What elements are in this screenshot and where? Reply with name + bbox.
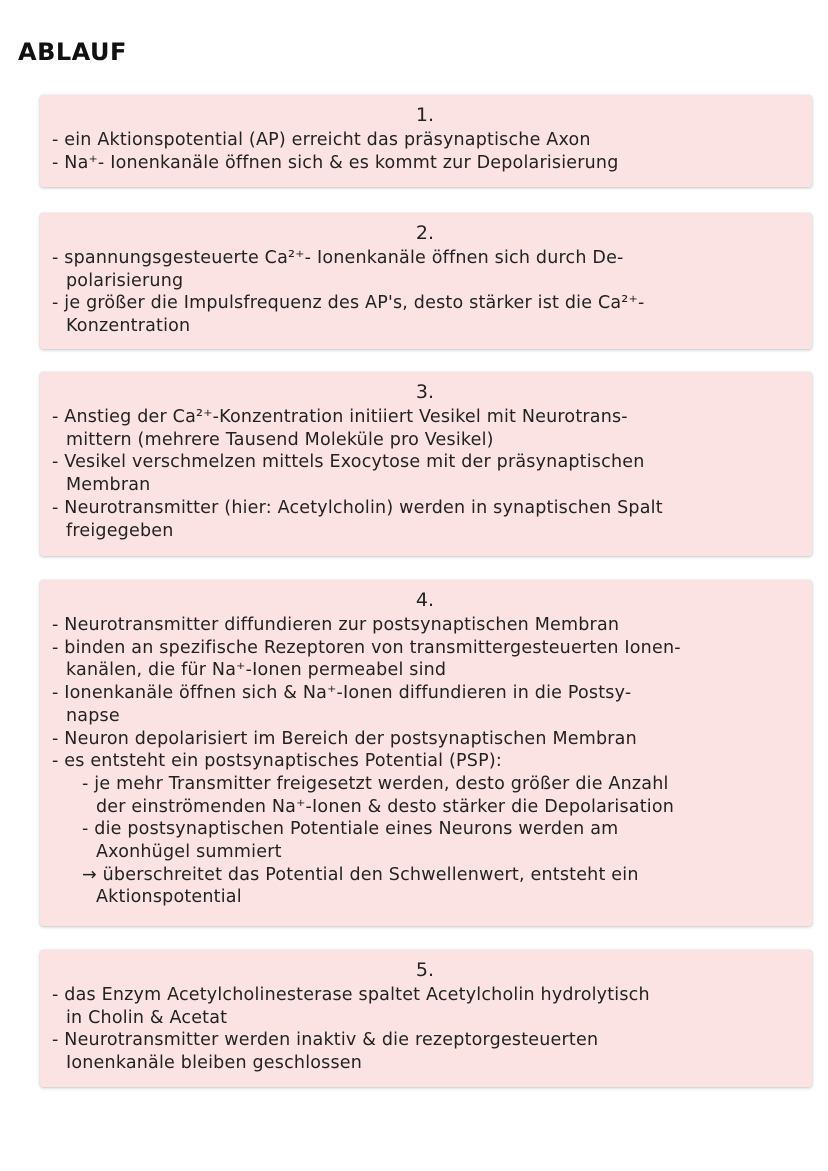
page-title: ABLAUF — [18, 38, 127, 66]
text-line: Membran — [66, 475, 151, 496]
text-line: - Neurotransmitter diffundieren zur postsynaptischen Membran — [52, 615, 620, 635]
text-line: freigegeben — [66, 520, 174, 541]
text-line: Konzentration — [66, 316, 191, 337]
text-line: - spannungsgesteuerte Ca²⁺- Ionenkanäle öffnen sich durch De- — [52, 248, 624, 268]
text-line: napse — [66, 705, 120, 726]
step-card-2 — [40, 213, 812, 349]
text-line: Aktionspotential — [96, 887, 242, 908]
text-line: - Vesikel verschmelzen mittels Exocytose mit der präsynaptischen — [52, 452, 645, 473]
text-line: Axonhügel summiert — [96, 842, 282, 863]
step-number: 3. — [415, 381, 435, 403]
step-text — [52, 984, 798, 1075]
step-card-3 — [40, 372, 812, 556]
text-line: der einströmenden Na⁺-Ionen & desto stärker die Depolarisation — [96, 796, 675, 817]
text-line: - es entsteht ein postsynaptisches Potential (PSP): — [52, 751, 502, 772]
step-card-5 — [40, 950, 812, 1087]
step-text — [52, 129, 798, 174]
text-line: mittern (mehrere Tausend Moleküle pro Vesikel) — [66, 429, 494, 450]
text-line: - je mehr Transmitter freigesetzt werden, desto größer die Anzahl — [82, 773, 669, 794]
text-line: - Neurotransmitter (hier: Acetylcholin) werden in synaptischen Spalt — [52, 497, 663, 518]
text-line: Ionenkanäle bleiben geschlossen — [66, 1053, 363, 1074]
text-line: - Anstieg der Ca²⁺-Konzentration initiiert Vesikel mit Neurotrans- — [52, 407, 628, 427]
text-line: polarisierung — [66, 270, 184, 291]
step-card-4 — [40, 580, 812, 926]
step-number: 2. — [415, 222, 435, 244]
text-line: - Neuron depolarisiert im Bereich der postsynaptischen Membran — [52, 728, 637, 749]
text-line: - das Enzym Acetylcholinesterase spaltet Acetylcholin hydrolytisch — [52, 985, 650, 1005]
step-card-1 — [40, 95, 812, 187]
text-line: - je größer die Impulsfrequenz des AP's, desto stärker ist die Ca²⁺- — [52, 293, 645, 314]
step-number: 4. — [415, 589, 435, 611]
text-line: - binden an spezifische Rezeptoren von transmittergesteuerten Ionen- — [52, 637, 681, 658]
text-line: in Cholin & Acetat — [66, 1007, 228, 1028]
text-line: - Na⁺- Ionenkanäle öffnen sich & es kommt zur Depolarisierung — [52, 152, 619, 173]
text-line: - ein Aktionspotential (AP) erreicht das präsynaptische Axon — [52, 130, 591, 150]
text-line: kanälen, die für Na⁺-Ionen permeabel sind — [66, 660, 447, 681]
step-text — [52, 614, 798, 909]
text-line: - Neurotransmitter werden inaktiv & die rezeptorgesteuerten — [52, 1030, 599, 1051]
text-line: - Ionenkanäle öffnen sich & Na⁺-Ionen diffundieren in die Postsy- — [52, 683, 632, 704]
step-number: 5. — [415, 959, 435, 981]
text-line: → überschreitet das Potential den Schwellenwert, entsteht ein — [82, 864, 639, 885]
step-text — [52, 247, 798, 338]
text-line: - die postsynaptischen Potentiale eines Neurons werden am — [82, 819, 619, 840]
step-number: 1. — [415, 104, 435, 126]
step-text — [52, 406, 798, 542]
